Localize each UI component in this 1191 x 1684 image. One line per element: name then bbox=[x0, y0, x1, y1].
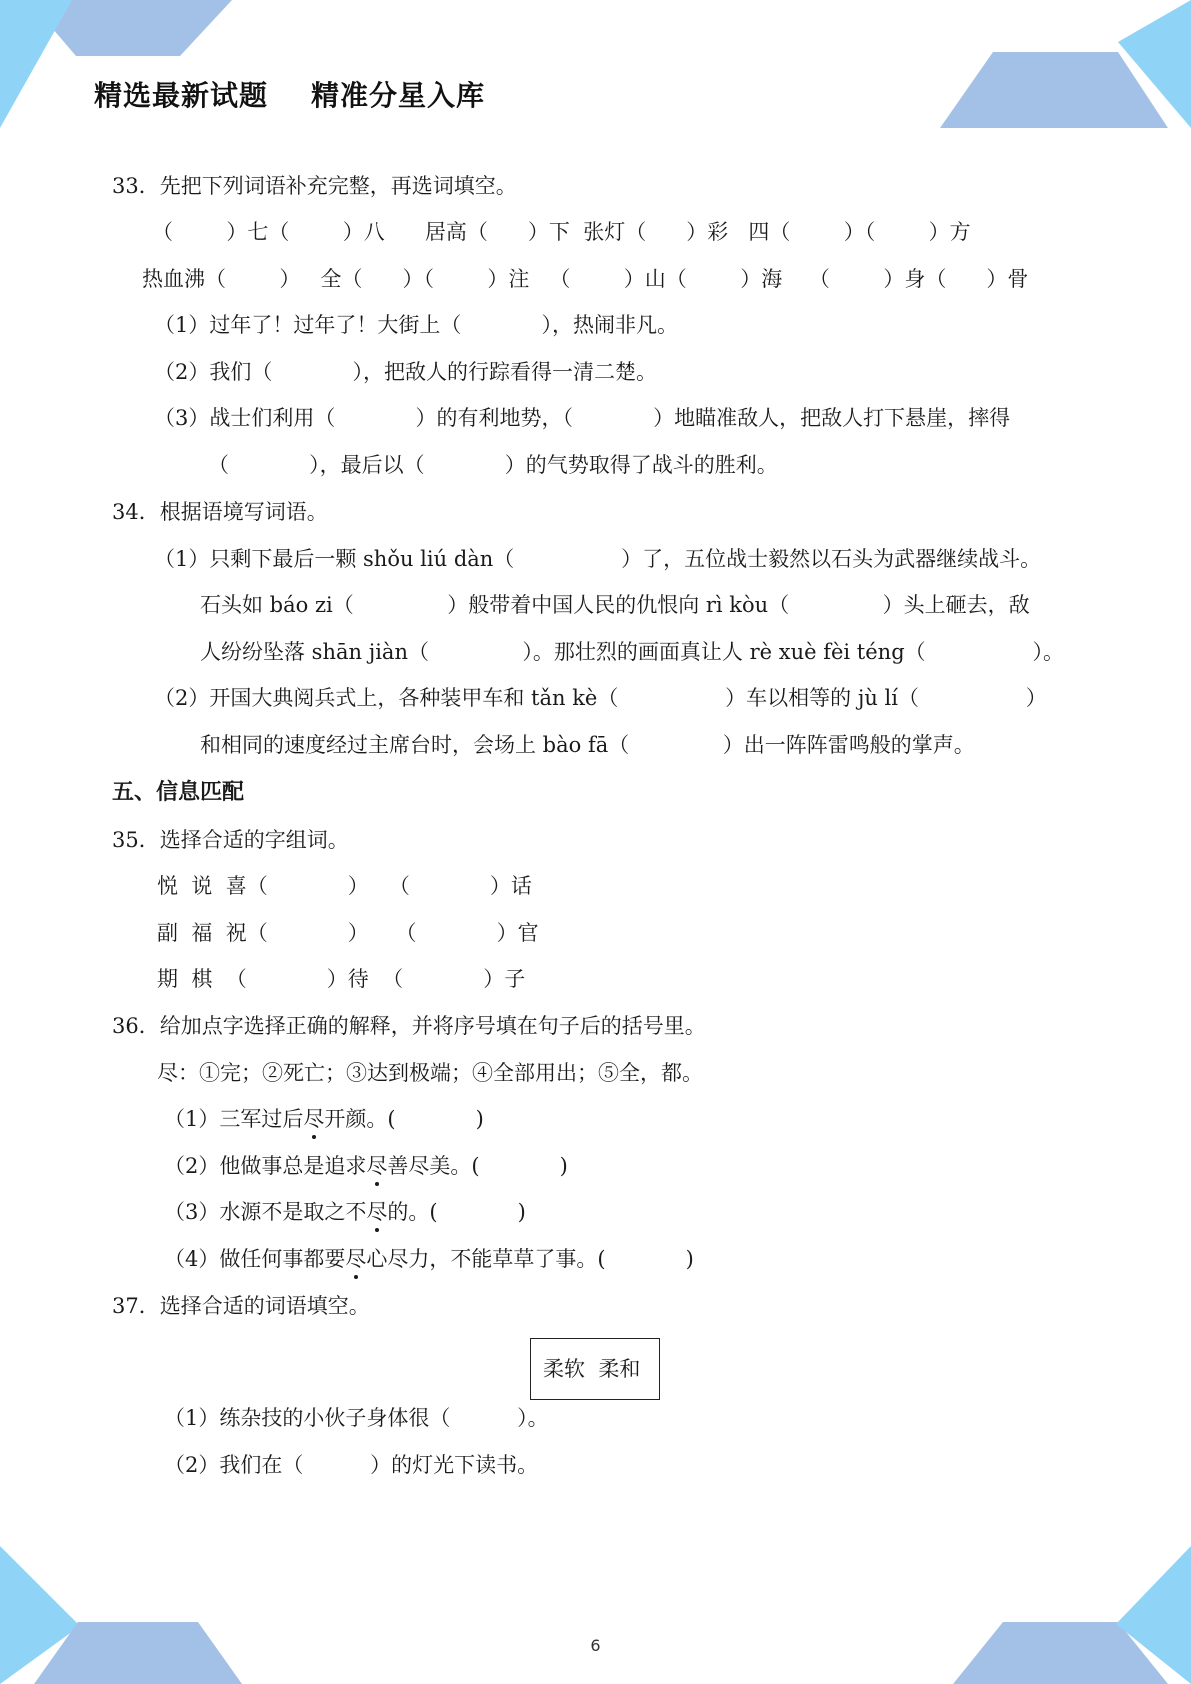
q37-sentence-1: （1）练杂技的小伙子身体很（ ）。 bbox=[164, 1406, 549, 1430]
q35-row-2: 副 福 祝（ ） （ ）官 bbox=[157, 921, 539, 945]
q37-prompt: 37．选择合适的词语填空。 bbox=[112, 1294, 370, 1318]
emphasis-dot-char: 尽 bbox=[366, 1154, 388, 1178]
q33-sentence-2: （2）我们（ ），把敌人的行踪看得一清二楚。 bbox=[154, 360, 657, 384]
top-right-trapezoid bbox=[940, 52, 1168, 128]
q37-sentence-2: （2）我们在（ ）的灯光下读书。 bbox=[164, 1453, 539, 1477]
q34-passage-2-line-1: （2）开国大典阅兵式上，各种装甲车和 tǎn kè（ ）车以相等的 jù lí（ ） bbox=[154, 686, 1047, 710]
emphasis-dot-char: 尽 bbox=[303, 1107, 325, 1131]
q34-prompt: 34．根据语境写词语。 bbox=[112, 500, 328, 524]
word-choices: 柔软 柔和 bbox=[543, 1357, 641, 1381]
q36-item-4: （4）做任何事都要尽心尽力，不能草草了事。( ) bbox=[164, 1247, 694, 1271]
q36-item-2: （2）他做事总是追求尽善尽美。( ) bbox=[164, 1154, 568, 1178]
q33-sentence-1: （1）过年了！过年了！大街上（ ），热闹非凡。 bbox=[154, 313, 678, 337]
q33-prompt: 33．先把下列词语补充完整，再选词填空。 bbox=[112, 174, 517, 198]
q35-prompt: 35．选择合适的字组词。 bbox=[112, 828, 349, 852]
header-title: 精选最新试题 精准分星入库 bbox=[94, 79, 485, 112]
q35-row-1: 悦 说 喜（ ） （ ）话 bbox=[157, 874, 532, 898]
q33-idioms-row-1: （ ）七（ ）八 居高（ ）下 张灯（ ）彩 四（ ）（ ）方 bbox=[152, 220, 971, 244]
q36-options: 尽：①完；②死亡；③达到极端；④全部用出；⑤全，都。 bbox=[157, 1061, 703, 1085]
page-number: 6 bbox=[590, 1636, 601, 1655]
q34-passage-1-line-1: （1）只剩下最后一颗 shǒu liú dàn（ ）了，五位战士毅然以石头为武器继续战斗。 bbox=[154, 547, 1042, 571]
section-heading: 五、信息匹配 bbox=[112, 780, 245, 805]
q36-item-3: （3）水源不是取之不尽的。( ) bbox=[164, 1200, 526, 1224]
q33-sentence-3-line-1: （3）战士们利用（ ）的有利地势，（ ）地瞄准敌人，把敌人打下悬崖，摔得 bbox=[154, 406, 1011, 430]
q34-passage-1-line-2: 石头如 báo zi（ ）般带着中国人民的仇恨向 rì kòu（ ）头上砸去，敌 bbox=[200, 593, 1030, 617]
q36-item-1: （1）三军过后尽开颜。( ) bbox=[164, 1107, 484, 1131]
emphasis-dot-char: 尽 bbox=[366, 1200, 388, 1224]
q33-idioms-row-2: 热血沸（ ） 全（ ）（ ）注 （ ）山（ ）海 （ ）身（ ）骨 bbox=[142, 267, 1029, 291]
q35-row-3: 期 棋 （ ）待 （ ）子 bbox=[157, 967, 526, 991]
word-choice-box bbox=[530, 1338, 660, 1400]
q34-passage-2-line-2: 和相同的速度经过主席台时，会场上 bào fā（ ）出一阵阵雷鸣般的掌声。 bbox=[200, 733, 975, 757]
emphasis-dot-char: 尽 bbox=[345, 1247, 367, 1271]
q33-sentence-3-line-2: （ ），最后以（ ）的气势取得了战斗的胜利。 bbox=[208, 453, 778, 477]
q34-passage-1-line-3: 人纷纷坠落 shān jiàn（ ）。那壮烈的画面真让人 rè xuè fèi téng（ ）。 bbox=[200, 640, 1064, 664]
q36-prompt: 36．给加点字选择正确的解释，并将序号填在句子后的括号里。 bbox=[112, 1014, 706, 1038]
